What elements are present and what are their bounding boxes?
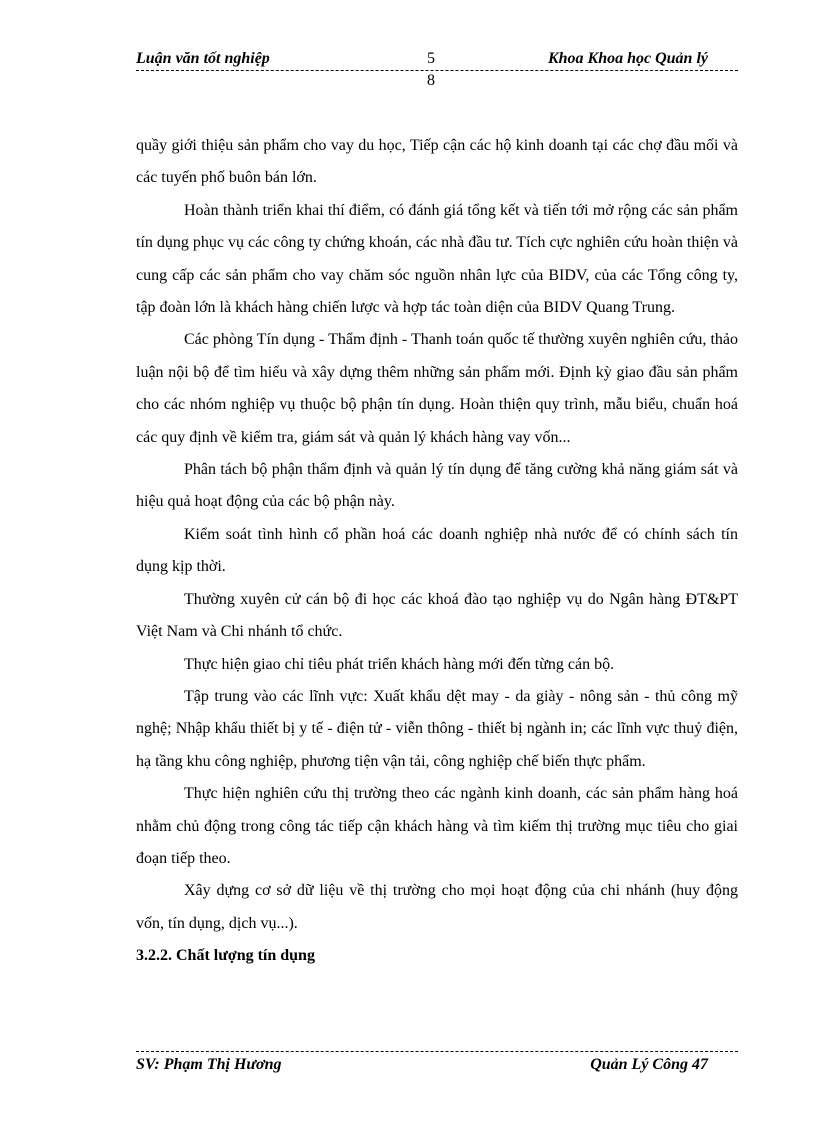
paragraph: Kiểm soát tình hình cổ phần hoá các doanh nghiệp nhà nước để có chính sách tín dụng kịp thời. xyxy=(136,525,738,576)
paragraph: quầy giới thiệu sản phẩm cho vay du học, Tiếp cận các hộ kinh doanh tại các chợ đầu mối và các tuyến phố buôn bán lớn. xyxy=(136,137,738,187)
footer-class: Quản Lý Công 47 xyxy=(590,1056,708,1073)
header-thesis-title: Luận văn tốt nghiệp xyxy=(136,50,270,67)
paragraph: Thường xuyên cử cán bộ đi học các khoá đào tạo nghiệp vụ do Ngân hàng ĐT&PT Việt Nam và Chi nhánh tổ chức. xyxy=(136,590,738,641)
paragraph: Hoàn thành triển khai thí điểm, có đánh giá tổng kết và tiến tới mở rộng các sản phẩm tín dụng phục vụ các công ty chứng khoán, các nhà đầu tư. Tích cực nghiên cứu hoàn thiện và cung cấp các sản phẩm cho vay chăm sóc nguồn nhân lực của BIDV, của các Tổng công ty, tập đoàn lớn là khách hàng chiến lược và hợp tác toàn diện của BIDV Quang Trung. xyxy=(136,201,738,317)
paragraph: Phân tách bộ phận thẩm định và quản lý tín dụng để tăng cường khả năng giám sát và hiệu quả hoạt động của các bộ phận này. xyxy=(136,461,738,511)
document-body xyxy=(136,130,738,973)
header-faculty: Khoa Khoa học Quản lý xyxy=(547,50,708,67)
paragraph: Thực hiện giao chỉ tiêu phát triển khách hàng mới đến từng cán bộ. xyxy=(184,655,615,673)
page-footer xyxy=(136,1056,738,1080)
footer-divider xyxy=(136,1051,738,1052)
footer-student-name: SV: Phạm Thị Hương xyxy=(136,1056,282,1073)
paragraph: Thực hiện nghiên cứu thị trường theo các ngành kinh doanh, các sản phẩm hàng hoá nhằm chủ động trong công tác tiếp cận khách hàng và tìm kiếm thị trường mục tiêu cho giai đoạn tiếp theo. xyxy=(136,785,738,867)
page-header xyxy=(136,50,738,89)
paragraph: Tập trung vào các lĩnh vực: Xuất khẩu dệt may - da giày - nông sản - thủ công mỹ nghệ; Nhập khẩu thiết bị y tế - điện tử - viễn thông - thiết bị ngành in; các lĩnh vực thuỷ điện, hạ tầng khu công nghiệp, phương tiện vận tải, công nghiệp chế biến thực phẩm. xyxy=(136,687,738,770)
section-heading: 3.2.2. Chất lượng tín dụng xyxy=(136,947,315,965)
header-divider xyxy=(136,70,738,71)
paragraph: Xây dựng cơ sở dữ liệu về thị trường cho mọi hoạt động của chi nhánh (huy động vốn, tín dụng, dịch vụ...). xyxy=(136,882,738,932)
header-page-number-bottom: 8 xyxy=(427,72,435,89)
paragraph: Các phòng Tín dụng - Thẩm định - Thanh toán quốc tế thường xuyên nghiên cứu, thảo luận nội bộ để tìm hiểu và xây dựng thêm những sản phẩm mới. Định kỳ giao đầu sản phẩm cho các nhóm nghiệp vụ thuộc bộ phận tín dụng. Hoàn thiện quy trình, mẫu biểu, chuẩn hoá các quy định về kiểm tra, giám sát và quản lý khách hàng vay vốn... xyxy=(136,331,738,446)
header-page-number-top: 5 xyxy=(427,50,435,67)
